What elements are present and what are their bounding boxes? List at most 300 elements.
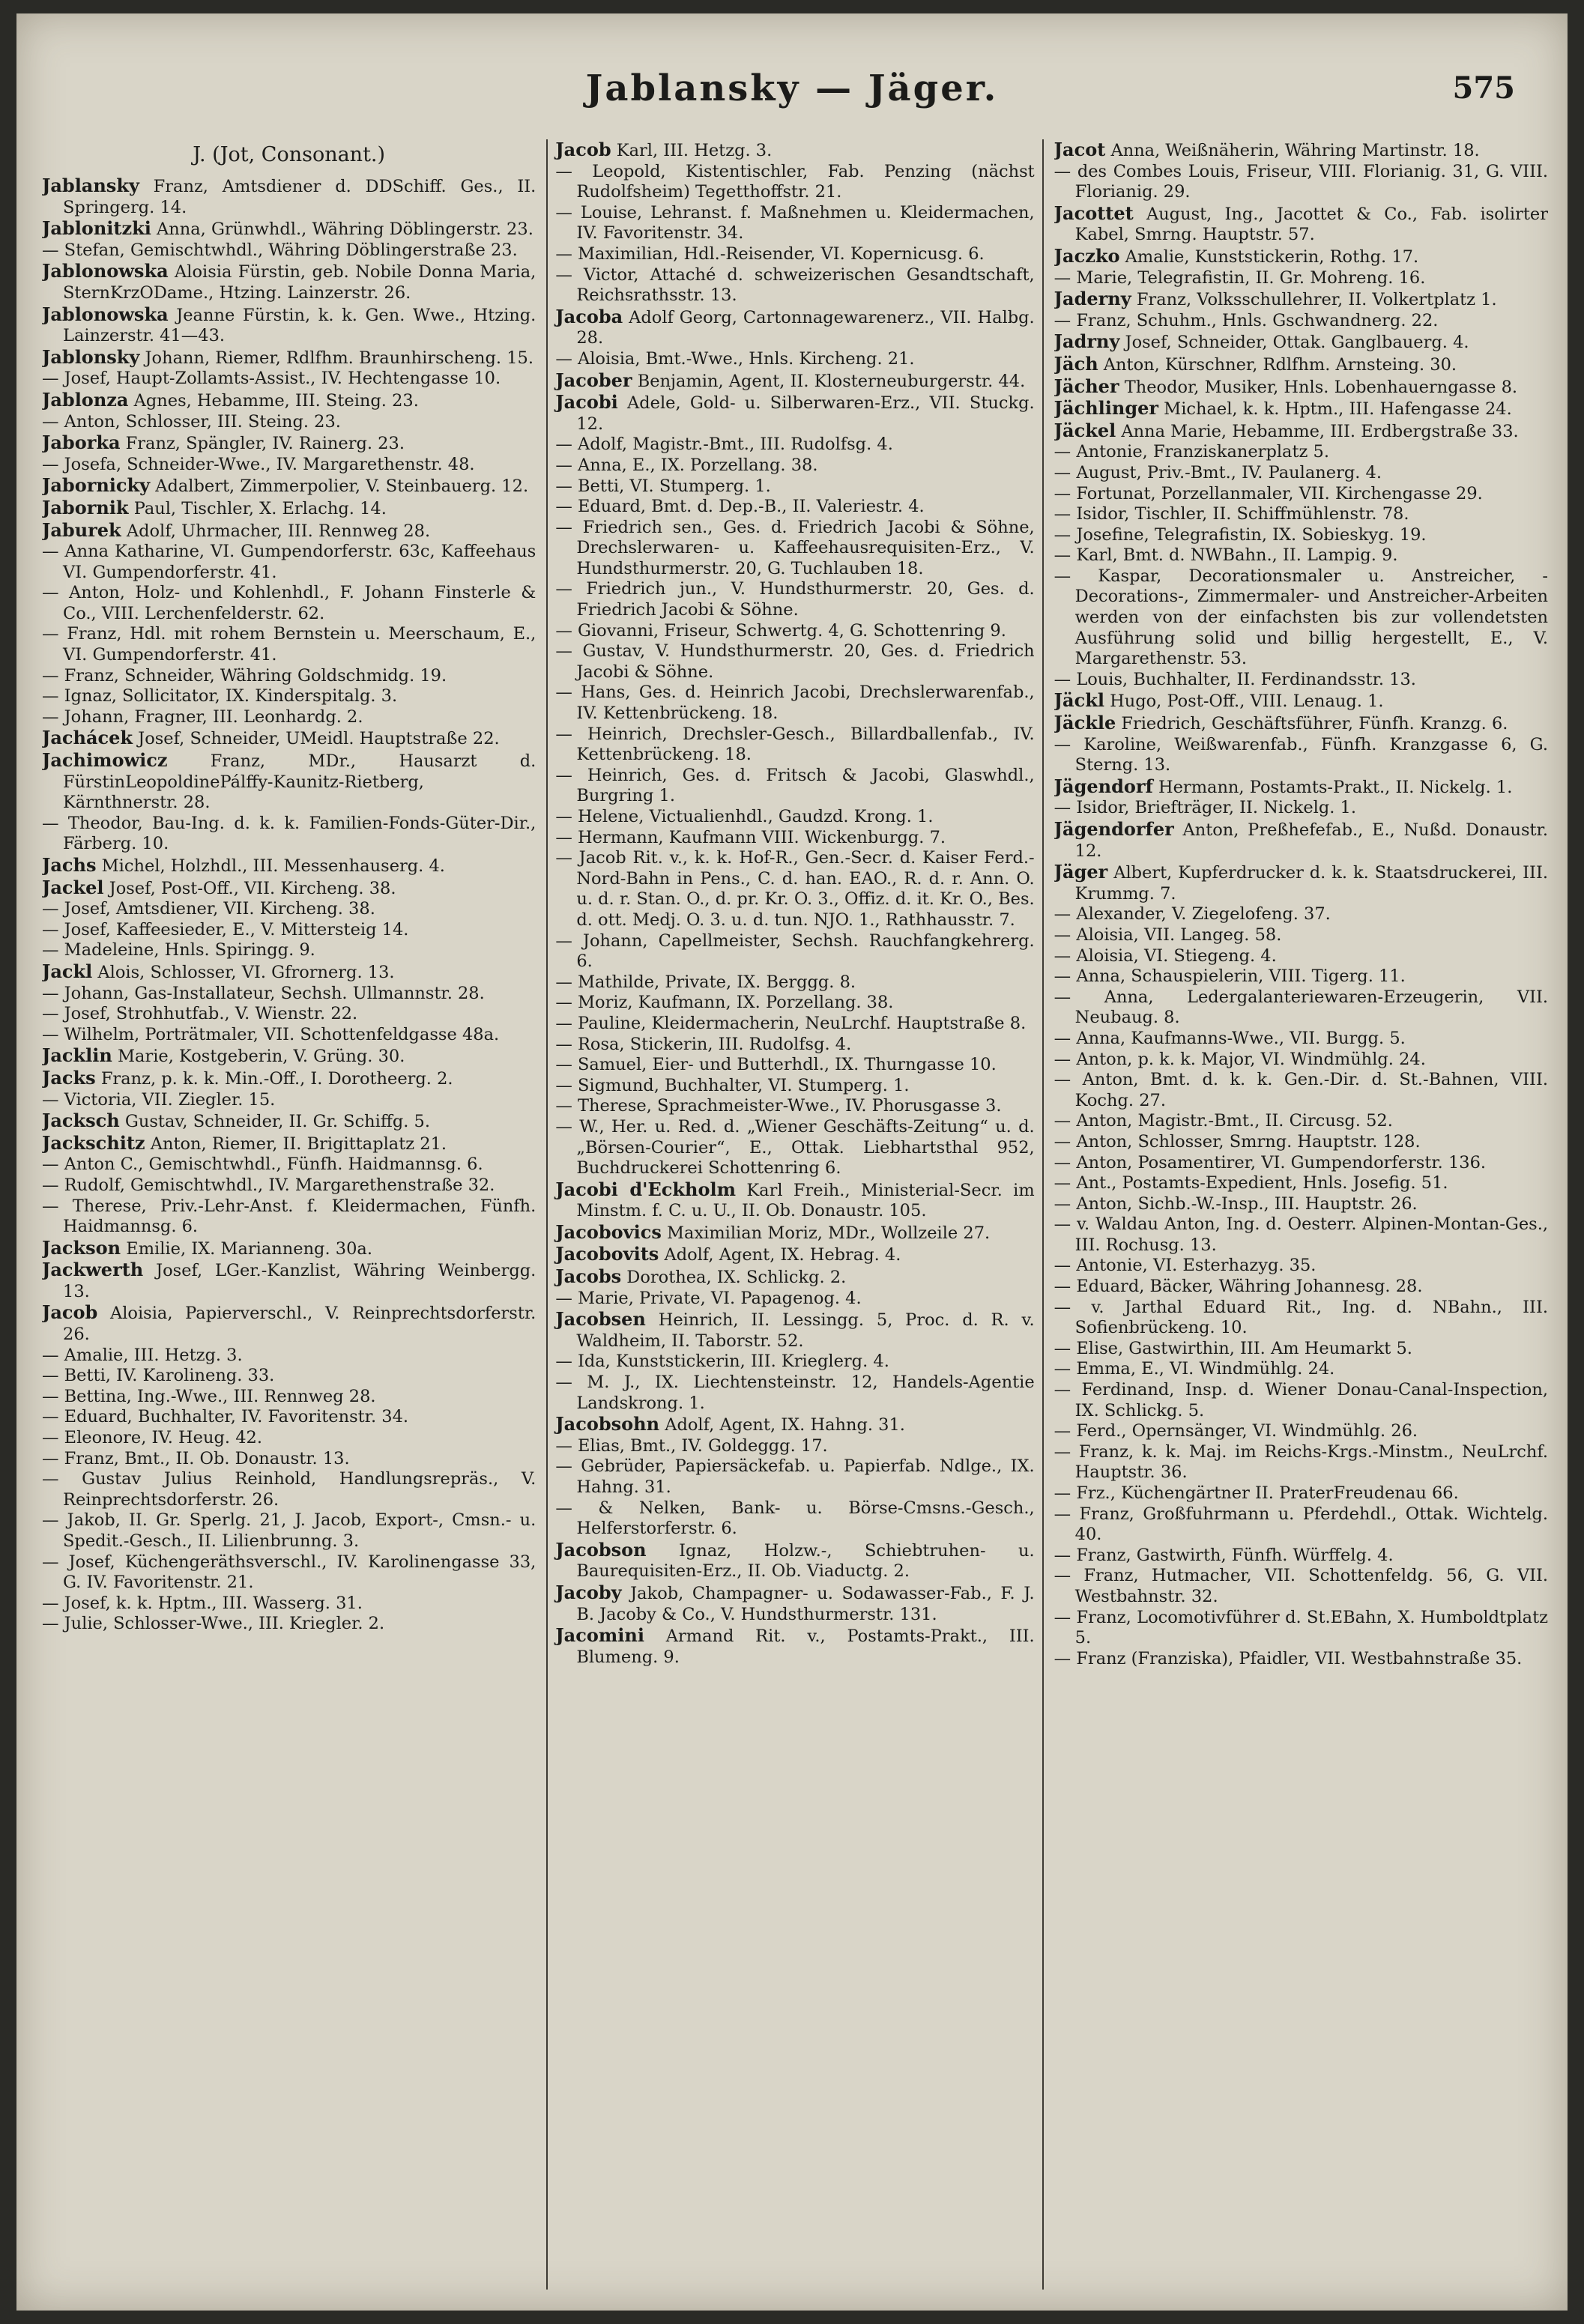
entry-text: Emilie, IX. Marianneng. 30a. — [121, 1238, 372, 1259]
entry-text: — Ferd., Opernsänger, VI. Windmühlg. 26. — [1054, 1421, 1418, 1441]
entry-surname: Jaczko — [1054, 244, 1120, 267]
entry-text: — Eleonore, IV. Heug. 42. — [42, 1428, 262, 1448]
entry-text: Alois, Schlosser, VI. Gfrornerg. 13. — [92, 962, 395, 982]
entry-text: — Fortunat, Porzellanmaler, VII. Kirchengasse 29. — [1054, 483, 1483, 503]
entry-text: — M. J., IX. Liechtensteinstr. 12, Handels-Agentie Landskrong. 1. — [555, 1373, 1035, 1413]
entry-text: — Isidor, Briefträger, II. Nickelg. 1. — [1054, 798, 1357, 818]
entry-text: Adele, Gold- u. Silberwaren-Erz., VII. Stuckg. 12. — [576, 393, 1035, 434]
entry-text: — Franz, Gastwirth, Fünfh. Würffelg. 4. — [1054, 1545, 1394, 1565]
entry-text: — Josef, Küchengeräthsverschl., IV. Karolinengasse 33, G. IV. Favoritenstr. 21. — [42, 1552, 536, 1593]
directory-entry — [1054, 1050, 1548, 1071]
directory-entry — [555, 1582, 1034, 1625]
entry-surname: Jachácek — [42, 727, 133, 749]
entry-text: Aloisia, Papierverschl., V. Reinprechtsdorferstr. 26. — [63, 1304, 536, 1345]
entry-text: — Anton, Schlosser, Smrng. Hauptstr. 128. — [1054, 1131, 1421, 1152]
entry-text: — Ignaz, Sollicitator, IX. Kinderspitalg. 3. — [42, 686, 398, 706]
directory-entry — [42, 1259, 536, 1302]
directory-entry — [42, 727, 536, 750]
entry-text: Agnes, Hebamme, III. Steing. 23. — [128, 390, 419, 411]
entry-text: Adalbert, Zimmerpolier, V. Steinbauerg. 12. — [150, 476, 529, 497]
entry-text: — Samuel, Eier- und Butterhdl., IX. Thurngasse 10. — [555, 1055, 997, 1075]
entry-text: Hugo, Post-Off., VIII. Lenaug. 1. — [1104, 692, 1384, 712]
entry-text: — Josef, Amtsdiener, VII. Kircheng. 38. — [42, 899, 375, 919]
entry-text: — Elias, Bmt., IV. Goldeggg. 17. — [555, 1435, 828, 1456]
entry-text: — Eduard, Bäcker, Währing Johannesg. 28. — [1054, 1277, 1423, 1297]
directory-entry — [42, 666, 536, 687]
entry-text: Jeanne Fürstin, k. k. Gen. Wwe., Htzing. Lainzerstr. 41—43. — [63, 305, 536, 346]
directory-entry — [1054, 203, 1548, 246]
directory-entry — [1054, 246, 1548, 268]
entry-text: — Anton, Sichb.-W.-Insp., III. Hauptstr. 26. — [1054, 1193, 1418, 1214]
directory-entry — [42, 542, 536, 583]
directory-entry — [1054, 1298, 1548, 1339]
entry-text: Michel, Holzhdl., III. Messenhauserg. 4. — [96, 856, 445, 876]
directory-entry — [42, 1387, 536, 1408]
directory-entry — [555, 1352, 1034, 1373]
entry-text: — Frz., Küchengärtner II. PraterFreudenau 66. — [1054, 1483, 1459, 1503]
entry-text: — Josef, Kaffeesieder, E., V. Mittersteig 14. — [42, 919, 409, 939]
directory-entry — [42, 175, 536, 218]
entry-text: — Anton, Holz- und Kohlenhdl., F. Johann Finsterle & Co., VIII. Lerchenfelderstr. 62. — [42, 583, 536, 623]
entry-text: — Adolf, Magistr.-Bmt., III. Rudolfsg. 4. — [555, 435, 893, 455]
entry-text: — Gustav Julius Reinhold, Handlungsrepräs., V. Reinprechtsdorferstr. 26. — [42, 1469, 536, 1510]
directory-entry — [1054, 442, 1548, 463]
directory-entry — [555, 476, 1034, 497]
entry-text: — Helene, Victualienhdl., Gaudzd. Krong. 1. — [555, 807, 934, 826]
entry-surname: Jacobovits — [555, 1243, 659, 1265]
entry-text: — Franz, Schuhm., Hnls. Gschwandnerg. 22. — [1054, 310, 1439, 330]
directory-entry — [1054, 690, 1548, 712]
directory-entry — [555, 1625, 1034, 1668]
directory-entry — [42, 583, 536, 624]
entry-text: — Wilhelm, Porträtmaler, VII. Schottenfeldgasse 48a. — [42, 1024, 500, 1044]
directory-entry — [1054, 1442, 1548, 1483]
directory-entry — [555, 993, 1034, 1014]
entry-text: — Franz, Schneider, Währing Goldschmidg. 19. — [42, 665, 447, 686]
entry-surname: Jaderny — [1054, 288, 1131, 310]
entry-text: — Karoline, Weißwarenfab., Fünfh. Kranzgasse 6, G. Sterng. 13. — [1054, 734, 1548, 775]
directory-entry — [555, 349, 1034, 370]
directory-entry — [1054, 1277, 1548, 1298]
entry-text: Aloisia Fürstin, geb. Nobile Donna Maria, SternKrzODame., Htzing. Lainzerstr. 26. — [63, 262, 536, 303]
directory-entry — [1054, 376, 1548, 399]
entry-text: August, Ing., Jacottet & Co., Fab. isolirter Kabel, Smrng. Hauptstr. 57. — [1074, 204, 1548, 245]
page-header — [16, 67, 1568, 120]
entry-surname: Jächer — [1054, 375, 1119, 397]
entry-surname: Jackschitz — [42, 1131, 145, 1154]
entry-text: Josef, Schneider, UMeidl. Hauptstraße 22. — [133, 729, 500, 749]
entry-text: Heinrich, II. Lessingg. 5, Proc. d. R. v. Waldheim, II. Taborstr. 52. — [576, 1310, 1035, 1351]
directory-entry — [555, 1035, 1034, 1056]
directory-entry — [42, 1110, 536, 1133]
directory-entry — [42, 1155, 536, 1175]
entry-text: — Ant., Postamts-Expedient, Hnls. Josefig. 51. — [1054, 1173, 1448, 1193]
directory-entry — [555, 1096, 1034, 1117]
directory-entry — [555, 724, 1034, 766]
entry-text: — Kaspar, Decorationsmaler u. Anstreicher, -Decorations-, Zimmermaler- und Anstreicher-Arbeiten werden von der einfachsten bis zur vollendetsten Ausführung solid und billig hergestellt, E., V. Margarethenstr. 53. — [1054, 566, 1548, 669]
entry-surname: Jäckl — [1054, 689, 1104, 712]
directory-entry — [42, 920, 536, 941]
entry-surname: Jaburek — [42, 518, 121, 541]
entry-text: — Anna, Ledergalanteriewaren-Erzeugerin, VII. Neubaug. 8. — [1054, 987, 1548, 1028]
entry-text: — Anna, Schauspielerin, VIII. Tigerg. 11. — [1054, 966, 1406, 987]
entry-surname: Jacoba — [555, 305, 623, 327]
entry-surname: Jablansky — [42, 175, 139, 196]
directory-entry — [1054, 463, 1548, 484]
entry-text: — Franz, Hutmacher, VII. Schottenfeldg. 56, G. VII. Westbahnstr. 32. — [1054, 1566, 1548, 1606]
entry-surname: Jackson — [42, 1236, 121, 1259]
entry-text: — v. Waldau Anton, Ing. d. Oesterr. Alpinen-Montan-Ges., III. Rochusg. 13. — [1054, 1214, 1548, 1255]
entry-text: Anton, Riemer, II. Brigittaplatz 21. — [145, 1134, 447, 1154]
directory-entry — [1054, 1214, 1548, 1256]
entry-text: — Johann, Capellmeister, Sechsh. Rauchfangkehrerg. 6. — [555, 930, 1035, 972]
directory-entry — [1054, 712, 1548, 735]
entry-surname: Jacks — [42, 1066, 96, 1089]
entry-surname: Jacobi — [555, 391, 618, 414]
directory-entry — [1054, 331, 1548, 354]
directory-entry — [1054, 398, 1548, 420]
entry-surname: Jägendorf — [1054, 775, 1153, 797]
directory-entry — [1054, 1566, 1548, 1607]
entry-text: — Josef, Haupt-Zollamts-Assist., IV. Hechtengasse 10. — [42, 369, 501, 389]
directory-entry — [1054, 1173, 1548, 1194]
entry-text: — Josef, Strohhutfab., V. Wienstr. 22. — [42, 1004, 358, 1024]
directory-entry — [1054, 545, 1548, 566]
entry-text: — Gustav, V. Hundsthurmerstr. 20, Ges. d. Friedrich Jacobi & Söhne. — [555, 641, 1035, 682]
entry-text: — Therese, Priv.-Lehr-Anst. f. Kleidermachen, Fünfh. Haidmannsg. 6. — [42, 1196, 536, 1237]
directory-entry — [1054, 1608, 1548, 1649]
entry-text: Ignaz, Holzw.-, Schiebtruhen- u. Baurequisiten-Erz., II. Ob. Viaductg. 2. — [576, 1540, 1035, 1582]
entry-text: — Julie, Schlosser-Wwe., III. Kriegler. 2. — [42, 1614, 385, 1634]
directory-entry — [42, 750, 536, 814]
entry-text: — Madeleine, Hnls. Spiringg. 9. — [42, 940, 315, 960]
directory-entry — [555, 306, 1034, 349]
entry-text: Amalie, Kunststickerin, Rothg. 17. — [1119, 246, 1419, 267]
entry-surname: Jachs — [42, 854, 97, 876]
entry-surname: Jablonitzki — [42, 217, 151, 240]
directory-entry — [555, 579, 1034, 620]
section-title: J. (Jot, Consonant.) — [193, 143, 386, 166]
directory-entry — [42, 261, 536, 303]
entry-surname: Jadrny — [1054, 330, 1120, 353]
entry-text: — Franz, Hdl. mit rohem Bernstein u. Meerschaum, E., VI. Gumpendorferstr. 41. — [42, 624, 536, 665]
directory-entry — [42, 1346, 536, 1367]
directory-entry — [42, 1025, 536, 1046]
directory-entry — [1054, 162, 1548, 203]
entry-surname: Jacobs — [555, 1265, 622, 1288]
entry-text: — Marie, Private, VI. Papagenog. 4. — [555, 1288, 862, 1308]
entry-text: — Moriz, Kaufmann, IX. Porzellang. 38. — [555, 993, 894, 1013]
entry-surname: Jäger — [1054, 861, 1108, 883]
entry-text: — Josefa, Schneider-Wwe., IV. Margarethenstr. 48. — [42, 454, 475, 474]
directory-entry — [555, 1014, 1034, 1035]
column-left — [42, 139, 536, 2290]
entry-text: — Franz, Großfuhrmann u. Pferdehdl., Ottak. Wichtelg. 40. — [1054, 1504, 1548, 1545]
entry-text: — Franz, Locomotivführer d. St.EBahn, X. Humboldtplatz 5. — [1054, 1607, 1548, 1648]
entry-surname: Jacobi d'Eckholm — [555, 1178, 736, 1200]
entry-text: — Rosa, Stickerin, III. Rudolfsg. 4. — [555, 1034, 852, 1054]
directory-entry — [1054, 1153, 1548, 1174]
directory-entry — [42, 218, 536, 240]
entry-text: Karl, III. Hetzg. 3. — [611, 141, 773, 160]
entry-text: Maximilian Moriz, MDr., Wollzeile 27. — [661, 1223, 991, 1243]
directory-entry — [555, 1540, 1034, 1582]
directory-entry — [1054, 1132, 1548, 1153]
entry-surname: Jacobsohn — [555, 1413, 660, 1435]
entry-text: — Johann, Gas-Installateur, Sechsh. Ullmannstr. 28. — [42, 983, 485, 1003]
entry-text: Gustav, Schneider, II. Gr. Schiffg. 5. — [119, 1112, 431, 1132]
entry-text: — Aloisia, Bmt.-Wwe., Hnls. Kircheng. 21. — [555, 348, 915, 369]
entry-text: — Theodor, Bau-Ing. d. k. k. Familien-Fonds-Güter-Dir., Färberg. 10. — [42, 813, 536, 854]
entry-text: — Friedrich sen., Ges. d. Friedrich Jacobi & Söhne, Drechslerwaren- u. Kaffeehausrequisiten-Erz., V. Hundsthurmerstr. 20, G. Tuchlauben 18. — [555, 517, 1035, 578]
entry-text: — Louis, Buchhalter, II. Ferdinandsstr. 13. — [1054, 669, 1416, 689]
entry-text: — Heinrich, Drechsler-Gesch., Billardballenfab., IV. Kettenbrückeng. 18. — [555, 724, 1035, 765]
entry-text: — Anna, E., IX. Porzellang. 38. — [555, 455, 818, 475]
entry-text: Paul, Tischler, X. Erlachg. 14. — [128, 498, 387, 518]
directory-entry — [1054, 862, 1548, 904]
entry-text: — Victoria, VII. Ziegler. 15. — [42, 1089, 276, 1110]
directory-entry — [555, 807, 1034, 828]
directory-entry — [1054, 1421, 1548, 1442]
directory-entry — [555, 1456, 1034, 1498]
entry-text: — Anton, p. k. k. Major, VI. Windmühlg. 24. — [1054, 1049, 1426, 1069]
directory-entry — [1054, 268, 1548, 289]
entry-text: — Sigmund, Buchhalter, VI. Stumperg. 1. — [555, 1075, 910, 1095]
entry-text: — Franz, k. k. Maj. im Reichs-Krgs.-Minstm., NeuLrchf. Hauptstr. 36. — [1054, 1441, 1548, 1483]
entry-surname: Jaborka — [42, 432, 121, 454]
entry-text: — W., Her. u. Red. d. „Wiener Geschäfts-Zeitung“ u. d. „Börsen-Courier“, E., Ottak. Liebhartsthal 952, Buchdruckerei Schottenring 6. — [555, 1116, 1035, 1178]
entry-surname: Jächlinger — [1054, 397, 1159, 420]
entry-text: Franz, Volksschullehrer, II. Volkertplatz 1. — [1131, 290, 1497, 310]
entry-surname: Jabornik — [42, 496, 129, 518]
directory-entry — [1054, 1194, 1548, 1215]
entry-text: — Bettina, Ing.-Wwe., III. Rennweg 28. — [42, 1386, 376, 1406]
entry-text: Anton, Kürschner, Rdlfhm. Arnsteing. 30. — [1098, 354, 1457, 375]
directory-entry — [555, 203, 1034, 244]
entry-text: Anna, Weißnäherin, Währing Martinstr. 18. — [1105, 141, 1480, 160]
directory-entry — [1054, 1256, 1548, 1277]
entry-surname: Jäch — [1054, 352, 1098, 375]
entry-surname: Jacob — [555, 139, 611, 160]
directory-entry — [555, 931, 1034, 972]
entry-text: — Hermann, Kaufmann VIII. Wickenburgg. 7. — [555, 827, 946, 847]
entry-text: — Louise, Lehranst. f. Maßnehmen u. Kleidermachen, IV. Favoritenstr. 34. — [555, 202, 1035, 243]
entry-text: — Elise, Gastwirthin, III. Am Heumarkt 5. — [1054, 1338, 1412, 1358]
entry-surname: Jäckel — [1054, 419, 1116, 441]
directory-entry — [1054, 1504, 1548, 1546]
entry-text: — & Nelken, Bank- u. Börse-Cmsns.-Gesch., Helferstorferstr. 6. — [555, 1498, 1035, 1539]
directory-entry — [42, 390, 536, 412]
directory-entry — [1054, 966, 1548, 987]
entry-text: — des Combes Louis, Friseur, VIII. Florianig. 31, G. VIII. Florianig. 29. — [1054, 161, 1548, 202]
directory-entry — [555, 848, 1034, 930]
directory-entry — [42, 1302, 536, 1345]
directory-page — [16, 13, 1568, 2311]
entry-text: Jakob, Champagner- u. Sodawasser-Fab., F. J. B. Jacoby & Co., V. Hundsthurmerstr. 131. — [576, 1583, 1035, 1624]
entry-text: — Ida, Kunststickerin, III. Krieglerg. 4. — [555, 1352, 889, 1372]
directory-entry — [555, 828, 1034, 849]
directory-entry — [1054, 1339, 1548, 1360]
entry-text: Adolf, Uhrmacher, III. Rennweg 28. — [121, 521, 431, 541]
directory-entry — [555, 766, 1034, 807]
entry-text: — Karl, Bmt. d. NWBahn., II. Lampig. 9. — [1054, 545, 1398, 566]
directory-entry — [42, 304, 536, 347]
entry-text: Adolf, Agent, IX. Hebrag. 4. — [659, 1245, 901, 1265]
directory-entry — [555, 972, 1034, 993]
entry-surname: Jacobsen — [555, 1308, 646, 1331]
entry-surname: Jacomini — [555, 1624, 644, 1647]
entry-surname: Jacobovics — [555, 1220, 662, 1243]
directory-entry — [1054, 798, 1548, 819]
entry-text: — Franz, Bmt., II. Ob. Donaustr. 13. — [42, 1448, 350, 1468]
directory-entry — [1054, 1029, 1548, 1050]
entry-text: Hermann, Postamts-Prakt., II. Nickelg. 1. — [1152, 777, 1513, 797]
column-right — [1054, 139, 1548, 2290]
entry-text: — Franz (Franziska), Pfaidler, VII. Westbahnstraße 35. — [1054, 1648, 1523, 1668]
entry-text: — Anton C., Gemischtwhdl., Fünfh. Haidmannsg. 6. — [42, 1155, 483, 1175]
entry-text: — Josef, k. k. Hptm., III. Wasserg. 31. — [42, 1593, 363, 1613]
entry-text: — Eduard, Buchhalter, IV. Favoritenstr. 34. — [42, 1407, 409, 1427]
directory-entry — [42, 1552, 536, 1594]
directory-entry — [555, 683, 1034, 724]
directory-entry — [42, 940, 536, 961]
entry-text: — Leopold, Kistentischler, Fab. Penzing (nächst Rudolfsheim) Tegetthoffstr. 21. — [555, 161, 1035, 202]
directory-entry — [42, 814, 536, 855]
entry-text: — Anton, Schlosser, III. Steing. 23. — [42, 411, 341, 432]
directory-entry — [1054, 1649, 1548, 1670]
directory-entry — [42, 1449, 536, 1470]
entry-text: — Emma, E., VI. Windmühlg. 24. — [1054, 1359, 1335, 1379]
entry-text: — Anton, Magistr.-Bmt., II. Circusg. 52. — [1054, 1111, 1393, 1131]
entry-text: Josef, Schneider, Ottak. Ganglbauerg. 4. — [1119, 333, 1469, 353]
entry-surname: Jacot — [1054, 139, 1106, 160]
directory-entry — [42, 855, 536, 877]
entry-surname: Jackel — [42, 876, 104, 898]
directory-entry — [555, 139, 1034, 162]
entry-surname: Jablonowska — [42, 303, 169, 325]
entry-text: — Friedrich jun., V. Hundsthurmerstr. 20, Ges. d. Friedrich Jacobi & Söhne. — [555, 579, 1035, 620]
directory-entry — [555, 518, 1034, 580]
directory-entry — [555, 392, 1034, 435]
directory-entry — [42, 1428, 536, 1449]
entry-text: — Anton, Bmt. d. k. k. Gen.-Dir. d. St.-Bahnen, VIII. Kochg. 27. — [1054, 1070, 1548, 1110]
entry-text: Michael, k. k. Hptm., III. Hafengasse 24. — [1158, 399, 1512, 420]
entry-text: — Amalie, III. Hetzg. 3. — [42, 1345, 243, 1365]
directory-entry — [42, 1068, 536, 1090]
entry-surname: Jacklin — [42, 1044, 112, 1067]
directory-entry — [42, 877, 536, 900]
entry-surname: Jackwerth — [42, 1259, 144, 1281]
entry-text: Anton, Preßhefefab., E., Nußd. Donaustr. 12. — [1074, 820, 1548, 861]
entry-surname: Jacob — [42, 1301, 98, 1324]
directory-entry — [1054, 504, 1548, 525]
entry-surname: Jäckle — [1054, 712, 1116, 734]
entry-surname: Jablonsky — [42, 345, 140, 368]
directory-entry — [42, 1238, 536, 1260]
directory-entry — [1054, 946, 1548, 967]
directory-entry — [42, 899, 536, 920]
directory-entry — [1054, 311, 1548, 332]
entry-text: — Anton, Posamentirer, VI. Gumpendorferstr. 136. — [1054, 1152, 1487, 1172]
directory-entry — [1054, 354, 1548, 376]
directory-entry — [1054, 1111, 1548, 1132]
directory-entry — [42, 412, 536, 433]
directory-entry — [555, 621, 1034, 642]
directory-entry — [42, 707, 536, 728]
directory-entry — [1054, 525, 1548, 546]
entry-text: — Heinrich, Ges. d. Fritsch & Jacobi, Glaswhdl., Burgring 1. — [555, 765, 1035, 806]
directory-entry — [555, 1498, 1034, 1540]
entry-text: Marie, Kostgeberin, V. Grüng. 30. — [112, 1047, 405, 1067]
directory-entry — [1054, 776, 1548, 799]
directory-entry — [1054, 1380, 1548, 1421]
page-title: Jablansky — Jäger. — [585, 67, 999, 109]
directory-entry — [42, 1594, 536, 1615]
directory-entry — [555, 1266, 1034, 1289]
entry-text: — v. Jarthal Eduard Rit., Ing. d. NBahn., III. Sofienbrückeng. 10. — [1054, 1297, 1548, 1338]
entry-text: Franz, p. k. k. Min.-Off., I. Dorotheerg. 2. — [95, 1068, 453, 1089]
directory-entry — [1054, 566, 1548, 670]
directory-entry — [42, 347, 536, 369]
entry-text: Josef, Post-Off., VII. Kircheng. 38. — [103, 878, 396, 898]
entry-surname: Jacoby — [555, 1581, 622, 1603]
directory-entry — [555, 641, 1034, 683]
entry-surname: Jackl — [42, 960, 93, 982]
entry-text: Theodor, Musiker, Hnls. Lobenhauerngasse 8. — [1119, 377, 1518, 397]
entry-text: Franz, MDr., Hausarzt d. FürstinLeopoldinePálffy-Kaunitz-Rietberg, Kärnthnerstr. 28. — [63, 751, 536, 813]
entry-surname: Jägendorfer — [1054, 818, 1174, 840]
directory-entry — [555, 456, 1034, 476]
directory-entry — [555, 1117, 1034, 1179]
entry-text: Josef, LGer.-Kanzlist, Währing Weinbergg. 13. — [63, 1261, 536, 1301]
entry-text: — Stefan, Gemischtwhdl., Währing Döblingerstraße 23. — [42, 240, 518, 260]
directory-entry — [1054, 288, 1548, 311]
entry-surname: Jabornicky — [42, 474, 151, 497]
directory-entry — [555, 1289, 1034, 1310]
entry-text: — Marie, Telegrafistin, II. Gr. Mohreng. 16. — [1054, 267, 1426, 288]
entry-text: — Mathilde, Private, IX. Berggg. 8. — [555, 972, 856, 992]
entry-surname: Jacottet — [1054, 202, 1134, 224]
directory-entry — [42, 624, 536, 665]
entry-text: — Hans, Ges. d. Heinrich Jacobi, Drechslerwarenfab., IV. Kettenbrückeng. 18. — [555, 683, 1035, 724]
directory-entry — [555, 162, 1034, 203]
entry-surname: Jacober — [555, 369, 632, 391]
directory-entry — [42, 497, 536, 520]
entry-text: — Jacob Rit. v., k. k. Hof-R., Gen.-Secr. d. Kaiser Ferd.-Nord-Bahn in Pens., C. d. han. EAO., R. d. r. Ann. O. u. d. r. Stan. O., d. pr. Kr. O. 3., Offiz. d. it. Kr. O., Bes. d. ott. Medj. O. 3. u. d. tun. NJO. 1., Rathhausstr. 7. — [555, 848, 1035, 930]
entry-text: — Eduard, Bmt. d. Dep.-B., II. Valeriestr. 4. — [555, 497, 925, 517]
directory-entry — [1054, 1483, 1548, 1504]
directory-entry — [42, 1469, 536, 1510]
directory-entry — [555, 1373, 1034, 1414]
directory-entry — [42, 1407, 536, 1428]
entry-text: Franz, Spängler, IV. Rainerg. 23. — [120, 434, 405, 454]
entry-text: — August, Priv.-Bmt., IV. Paulanerg. 4. — [1054, 462, 1382, 482]
entry-text: — Betti, IV. Karolineng. 33. — [42, 1366, 275, 1386]
directory-entry — [42, 1175, 536, 1196]
directory-entry — [42, 961, 536, 984]
entry-text: Armand Rit. v., Postamts-Prakt., III. Blumeng. 9. — [576, 1627, 1035, 1667]
entry-text: — Johann, Fragner, III. Leonhardg. 2. — [42, 706, 363, 727]
directory-entry — [42, 455, 536, 476]
entry-text: — Anna Katharine, VI. Gumpendorferstr. 63c, Kaffeehaus VI. Gumpendorferstr. 41. — [42, 542, 536, 582]
directory-entry — [42, 1133, 536, 1155]
directory-entry — [1054, 925, 1548, 946]
directory-entry — [1054, 735, 1548, 776]
entry-surname: Jablonza — [42, 388, 129, 411]
entry-text: — Anna, Kaufmanns-Wwe., VII. Burgg. 5. — [1054, 1028, 1406, 1048]
entry-text: Friedrich, Geschäftsführer, Fünfh. Kranzg. 6. — [1116, 714, 1508, 734]
entry-text: Anna, Grünwhdl., Währing Döblingerstr. 23. — [151, 220, 533, 240]
